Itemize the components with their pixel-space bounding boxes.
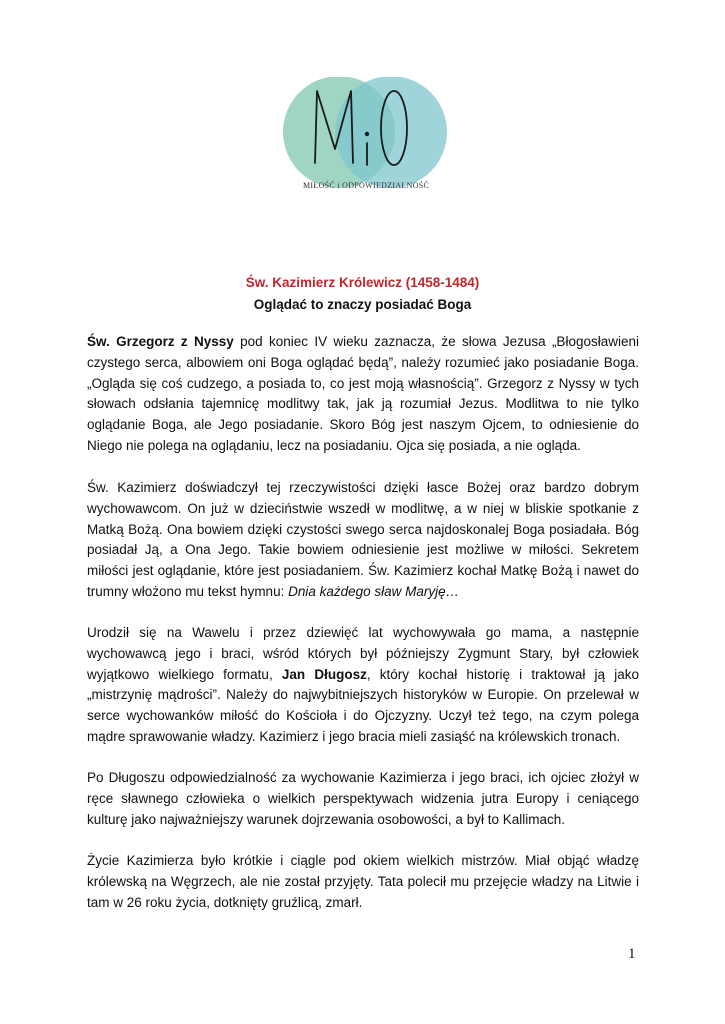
paragraph-3-text-after: , który kochał historię i traktował ją jako „mistrzynię mądrości”. Należy do najwybitniejszych historyków w Europie. On przelewał w serce wychowanków miłość do Kościoła i do Ojczyzny. Uczył też tego, na czym polega mądre sprawowanie władzy. Kazimierz i jego bracia mieli zasiąść na królewskich tronach. <box>87 666 639 744</box>
paragraph-5 <box>87 851 639 913</box>
bold-lead-name: Św. Grzegorz z Nyssy <box>87 334 234 349</box>
paragraph-1 <box>87 332 639 457</box>
logo-caption: MIŁOŚĆ i ODPOWIEDZIALNOŚĆ <box>303 181 430 190</box>
paragraph-3-text-before: Urodził się na Wawelu i przez dziewięć lat wychowywała go mama, a następnie wychowawcą jego i braci, wśród których był późniejszy Zygmunt Stary, był człowiek wyjątkowo wielkiego formatu, <box>87 625 639 682</box>
paragraph-4-text: Po Długoszu odpowiedzialność za wychowanie Kazimierza i jego braci, ich ojciec złożył w ręce sławnego człowieka o wielkich perspektywach widzenia jutra Europy i ceniącego kulturę jako najważniejszy warunek dojrzewania osobowości, a był to Kallimach. <box>87 770 639 827</box>
paragraph-3 <box>87 623 639 748</box>
bold-name-dlugosz: Jan Długosz <box>281 666 367 682</box>
logo-letter-i-dot <box>365 132 369 136</box>
paragraph-2 <box>87 478 639 603</box>
paragraph-4 <box>87 768 639 830</box>
hymn-title: Dnia każdego sław Maryję… <box>288 583 460 599</box>
document-subtitle: Oglądać to znaczy posiadać Boga <box>253 297 472 312</box>
page-number: 1 <box>628 946 636 962</box>
mio-logo <box>283 77 448 197</box>
paragraph-5-text: Życie Kazimierza było krótkie i ciągle pod okiem wielkich mistrzów. Miał objąć władzę królewską na Węgrzech, ale nie został przyjęty. Tata polecił mu przejęcie władzy na Litwie i tam w 26 roku życia, dotknięty gruźlicą, zmarł. <box>87 853 639 910</box>
paragraph-2-text: Św. Kazimierz doświadczył tej rzeczywistości dzięki łasce Bożej oraz bardzo dobrym wychowawcom. On już w dzieciństwie wszedł w modlitwę, a w niej w bliskie spotkanie z Matką Bożą. Ona bowiem dzięki czystości swego serca najdoskonalej Boga posiadała. Bóg posiadał Ją, a Ona Jego. Takie bowiem odniesienie jest możliwe w miłości. Sekretem miłości jest oglądanie, które jest posiadaniem. Św. Kazimierz kochał Matkę Bożą i nawet do trumny włożono mu tekst hymnu: <box>87 480 639 599</box>
paragraph-1-text: pod koniec IV wieku zaznacza, że słowa Jezusa „Błogosławieni czystego serca, albowiem oni Boga oglądać będą”, należy rozumieć jako posiadanie Boga. „Ogląda się coś cudzego, a posiada to, co jest moją własnością”. Grzegorz z Nyssy w tych słowach odsłania tajemnicę modlitwy tak, jak ją rozumiał Jezus. Modlitwa to nie tylko oglądanie Boga, ale Jego posiadanie. Skoro Bóg jest naszym Ojcem, to odniesienie do Niego nie polega na oglądaniu, lecz na posiadaniu. Ojca się posiada, a nie ogląda. <box>87 334 639 453</box>
document-title: Św. Kazimierz Królewicz (1458-1484) <box>245 275 480 290</box>
